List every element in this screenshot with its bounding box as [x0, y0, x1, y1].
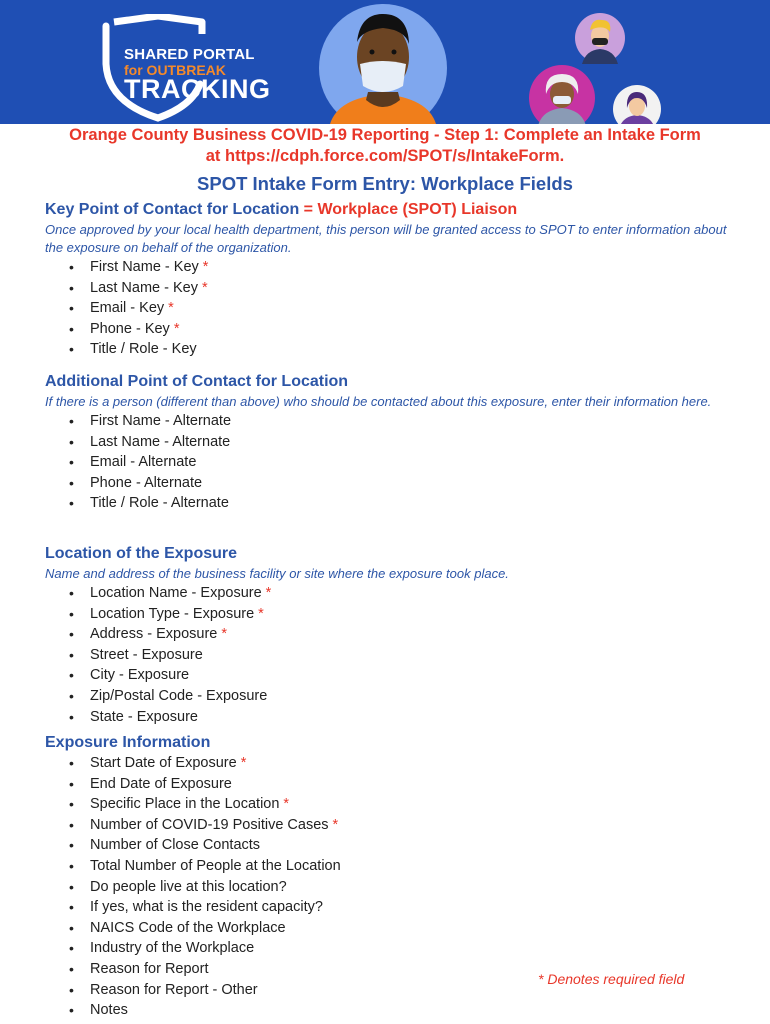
field-label: Industry of the Workplace — [90, 940, 255, 957]
field-label: First Name - Key — [90, 259, 199, 275]
field-list-item — [45, 938, 745, 959]
section-description: Name and address of the business facility or site where the exposure took place. — [45, 566, 509, 581]
field-label: Location Type - Exposure — [90, 605, 255, 622]
field-list — [45, 411, 745, 514]
section-location-exposure — [45, 543, 745, 727]
field-list-item — [45, 604, 745, 625]
field-list-item — [45, 897, 745, 918]
field-list-item — [45, 856, 745, 877]
field-label: Street - Exposure — [90, 646, 203, 663]
field-label: Phone - Key — [90, 320, 170, 337]
field-label: Do people live at this location? — [90, 878, 287, 895]
section-title-suffix: = Workplace (SPOT) Liaison — [303, 201, 518, 218]
field-label: Number of Close Contacts — [90, 837, 261, 854]
field-list-item — [45, 877, 745, 898]
field-list-item — [45, 583, 745, 604]
page-subtitle: SPOT Intake Form Entry: Workplace Fields — [197, 173, 573, 194]
required-asterisk: * — [168, 300, 174, 317]
field-list-item — [45, 665, 745, 686]
section-title: Location of the Exposure — [45, 545, 238, 562]
logo-line-1: SHARED PORTAL — [124, 46, 255, 63]
required-asterisk: * — [240, 755, 247, 771]
field-list-item — [45, 753, 745, 774]
field-label: Reason for Report - Other — [90, 981, 258, 998]
field-label: City - Exposure — [90, 667, 190, 684]
field-label: Email - Key — [90, 300, 165, 317]
field-list-item — [45, 473, 745, 494]
header-banner — [0, 0, 770, 124]
field-list-item — [45, 794, 745, 815]
field-list-item — [45, 815, 745, 836]
field-label: Notes — [90, 1002, 128, 1019]
required-asterisk: * — [283, 796, 290, 813]
field-label: Number of COVID-19 Positive Cases — [90, 816, 329, 833]
required-asterisk: * — [258, 605, 264, 622]
field-label: Last Name - Alternate — [90, 433, 231, 450]
field-label: Location Name - Exposure — [90, 585, 262, 601]
field-list-item — [45, 319, 745, 340]
field-list-item — [45, 707, 745, 728]
field-label: Last Name - Key — [90, 279, 198, 296]
section-additional-contact — [45, 371, 745, 514]
field-label: Phone - Alternate — [90, 474, 203, 491]
field-label: First Name - Alternate — [90, 413, 232, 429]
field-label: Zip/Postal Code - Exposure — [90, 687, 268, 704]
field-label: If yes, what is the resident capacity? — [90, 899, 323, 916]
field-label: NAICS Code of the Workplace — [90, 919, 286, 936]
field-label: Title / Role - Alternate — [90, 495, 229, 512]
field-list-item — [45, 835, 745, 856]
masked-person-illustration — [308, 2, 458, 124]
required-asterisk: * — [173, 320, 180, 337]
field-label: Start Date of Exposure — [90, 755, 237, 771]
section-title: Additional Point of Contact for Location — [45, 373, 349, 390]
required-asterisk: * — [265, 585, 272, 601]
required-asterisk: * — [202, 279, 208, 296]
woman-avatar-icon — [612, 84, 662, 124]
field-list-item — [45, 452, 745, 473]
field-list-item — [45, 411, 745, 432]
field-label: Title / Role - Key — [90, 341, 197, 358]
field-list-item — [45, 686, 745, 707]
field-list-item — [45, 298, 745, 319]
page-title — [0, 125, 770, 167]
field-list-item — [45, 1000, 745, 1021]
field-label: Specific Place in the Location — [90, 796, 280, 813]
field-list — [45, 583, 745, 727]
section-description: Once approved by your local health department, this person will be granted access to SPOT to enter information about the exposure on behalf of the organization. — [45, 222, 727, 255]
field-list-item — [45, 257, 745, 278]
section-key-contact — [45, 199, 745, 360]
elderly-person-avatar-icon — [528, 64, 596, 124]
logo-line-2: for OUTBREAK — [124, 62, 226, 78]
section-title: Exposure Information — [45, 734, 211, 751]
field-list-item — [45, 339, 745, 360]
field-label: Email - Alternate — [90, 454, 197, 471]
field-list-item — [45, 774, 745, 795]
field-label: Reason for Report — [90, 960, 209, 977]
section-description: If there is a person (different than above) who should be contacted about this exposure, enter their information here. — [45, 394, 712, 409]
required-asterisk: * — [202, 259, 209, 275]
field-list-item — [45, 645, 745, 666]
field-list — [45, 257, 745, 360]
page-title-line-2: at https://cdph.force.com/SPOT/s/IntakeForm. — [205, 147, 565, 165]
blond-person-avatar-icon — [574, 12, 626, 64]
field-list-item — [45, 278, 745, 299]
section-title — [45, 199, 745, 220]
field-list-item — [45, 918, 745, 939]
field-list-item — [45, 624, 745, 645]
field-label: End Date of Exposure — [90, 775, 232, 792]
required-asterisk: * — [332, 816, 339, 833]
page-title-line-1: Orange County Business COVID-19 Reporting - Step 1: Complete an Intake Form — [69, 126, 701, 144]
required-field-note: * Denotes required field — [538, 971, 685, 987]
field-label: State - Exposure — [90, 708, 198, 725]
field-label: Address - Exposure — [90, 626, 218, 643]
logo-line-3: TRACKING — [124, 74, 271, 104]
field-list-item — [45, 493, 745, 514]
field-list-item — [45, 432, 745, 453]
field-label: Total Number of People at the Location — [90, 857, 341, 874]
section-title-text: Key Point of Contact for Location — [45, 201, 300, 218]
required-asterisk: * — [221, 626, 227, 643]
